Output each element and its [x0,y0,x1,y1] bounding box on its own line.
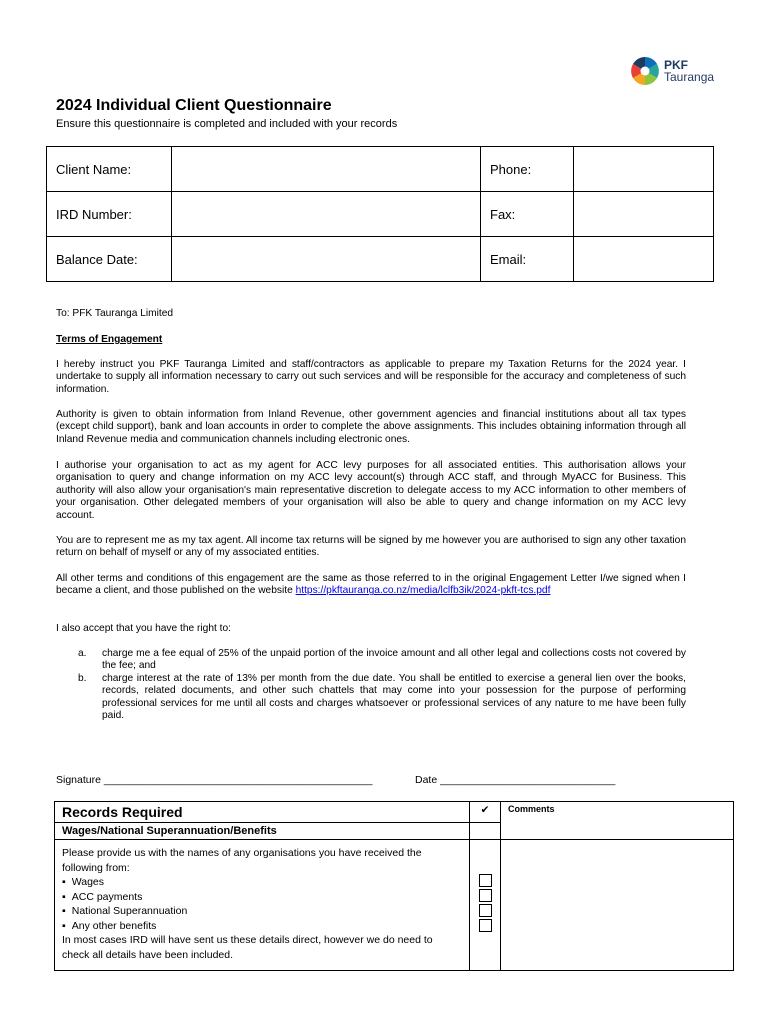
list-item [78,673,686,723]
pkf-logo-icon [630,56,660,86]
comments-header: Comments [501,802,734,840]
other-benefits-checkbox[interactable] [479,919,492,932]
phone-field[interactable] [574,147,714,192]
list-item: ▪ National Superannuation [74,904,462,919]
records-table [54,801,734,971]
list-marker: a. [78,648,87,659]
section-heading: Wages/National Superannuation/Benefits [55,823,470,840]
list-item-text: charge interest at the rate of 13% per month from the due date. You shall be entitled to exercise a general lien over the books, records, related documents, and other such chattels that may come into your possession for the purpose of performing professional services for me until all costs and charges whatsoever or professional services of any nature to me have been fully paid. [102,672,686,722]
list-item-text: charge me a fee equal of 25% of the unpaid portion of the invoice amount and all other legal and collections costs not covered by the fee; and [102,648,686,672]
national-superannuation-checkbox[interactable] [479,904,492,917]
wages-checkbox[interactable] [479,874,492,887]
records-intro: Please provide us with the names of any organisations you have received the following from: [62,847,422,874]
records-list [62,875,462,933]
list-item: ▪ Wages [74,875,462,890]
ird-number-field[interactable] [172,192,481,237]
paragraph-authority: Authority is given to obtain information from Inland Revenue, other government agencies and financial institutions about all tax types (except child support), bank and loan accounts in order to complete the above assignments. This includes obtaining information through all Inland Revenue media and communication channels including electronic ones. [56,409,686,445]
records-footer: In most cases IRD will have sent us these details direct, however we do need to check all details have been included. [62,934,433,961]
check-header: ✔ [470,802,501,823]
list-item [78,648,686,673]
records-title: Records Required [62,804,183,820]
acc-payments-checkbox[interactable] [479,889,492,902]
signature-line[interactable]: Signature ______________________________________________ [56,774,373,786]
paragraph-acc: I authorise your organisation to act as my agent for ACC levy purposes for all associated entities. This authorisation allows your organisation to query and change information on my ACC levy account(s) through ACC staff, and through MyACC for Business. This authority will also allow your organisation's main representative discretion to delegate access to my ACC information to other members of your organisation. Other delegated members of your organisation will also be able to query and change information on my ACC levy account. [56,460,686,521]
other-terms-text: All other terms and conditions of this engagement are the same as those referred to in the original Engagement Letter I/we signed when I became a client, and those published on the website [56,573,686,597]
pkf-logo [630,56,730,88]
phone-label: Phone: [481,147,574,192]
empty-check-cell [470,823,501,840]
email-field[interactable] [574,237,714,282]
page-title: 2024 Individual Client Questionnaire [56,97,332,114]
client-name-label: Client Name: [47,147,172,192]
records-title-cell [55,802,470,823]
list-item: ▪ ACC payments [74,890,462,905]
page-subtitle: Ensure this questionnaire is completed and included with your records [56,118,398,130]
paragraph-instruction: I hereby instruct you PKF Tauranga Limited and staff/contractors as applicable to prepare my Taxation Returns for the 2024 year. I undertake to supply all information necessary to carry out such services and will be responsible for the accuracy and completeness of such information. [56,359,686,395]
letter-to: To: PFK Tauranga Limited [56,308,174,319]
balance-date-label: Balance Date: [47,237,172,282]
client-name-field[interactable] [172,147,481,192]
ird-number-label: IRD Number: [47,192,172,237]
email-label: Email: [481,237,574,282]
terms-heading-wrap [56,334,686,346]
date-line[interactable]: Date ______________________________ [415,774,616,786]
terms-heading: Terms of Engagement [56,334,163,345]
fax-field[interactable] [574,192,714,237]
checkbox-column [470,840,501,971]
balance-date-field[interactable] [172,237,481,282]
terms-link[interactable]: https://pkftauranga.co.nz/media/lclfb3ik/2024-pkft-tcs.pdf [295,585,551,597]
rights-list [78,648,686,722]
client-details-table [46,146,714,282]
fax-label: Fax: [481,192,574,237]
comments-field[interactable] [501,840,734,971]
records-body [55,840,470,971]
logo-text-pkf: PKF [664,58,688,72]
list-item: ▪ Any other benefits [74,919,462,934]
paragraph-other-terms [56,573,686,598]
paragraph-tax-agent: You are to represent me as my tax agent. All income tax returns will be signed by me however you are authorised to sign any other taxation return on behalf of myself or any of my associated entities. [56,535,686,559]
logo-text-tauranga: Tauranga [664,70,715,84]
paragraph-accept: I also accept that you have the right to: [56,623,231,634]
list-marker: b. [78,672,87,684]
